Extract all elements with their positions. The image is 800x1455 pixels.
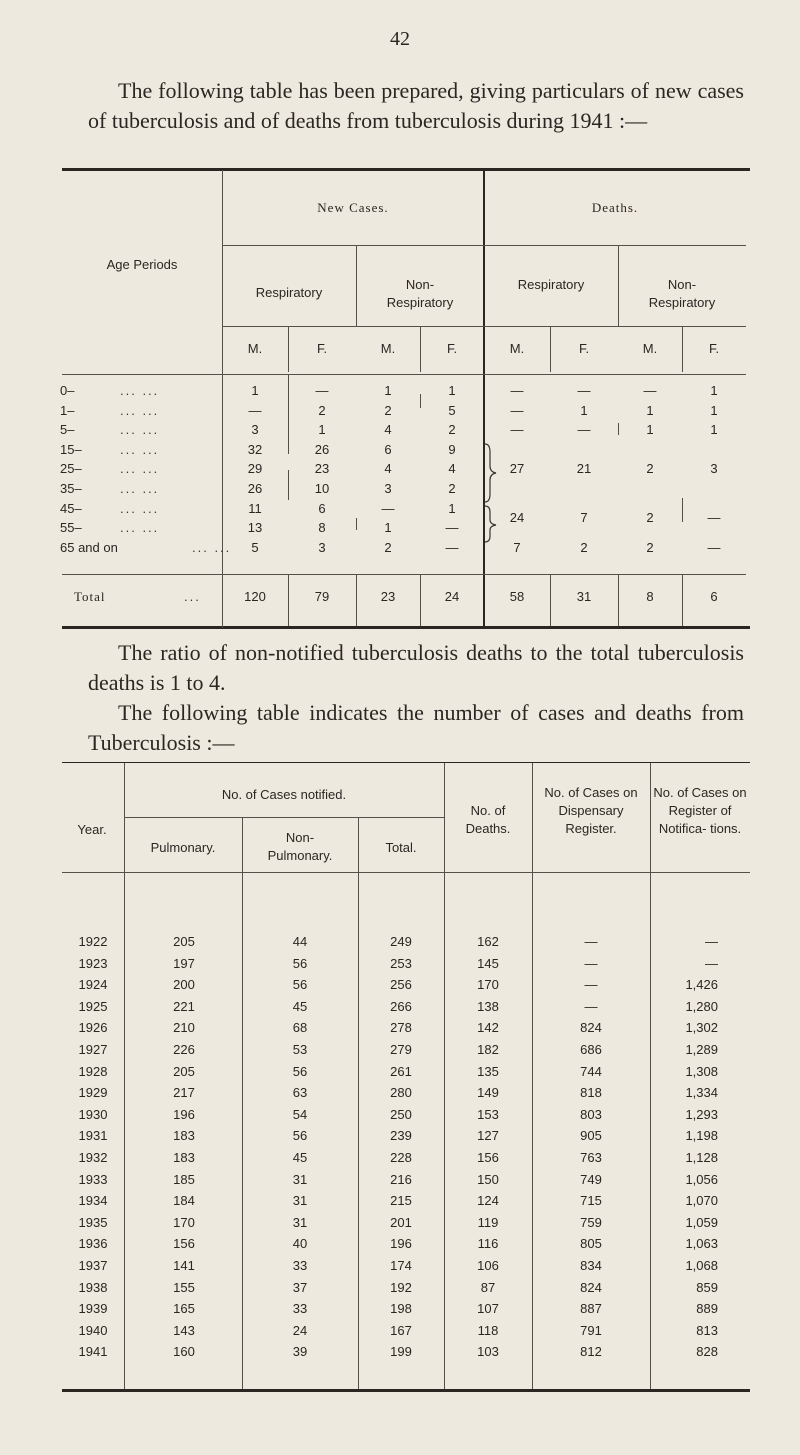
age-period-label: 15– <box>60 441 82 457</box>
table1-cell: 23 <box>314 461 330 477</box>
total-cell: 8 <box>646 589 654 604</box>
year-row-year: 1924 <box>78 977 108 993</box>
year-row-year: 1935 <box>78 1214 108 1230</box>
year-row-non_pulmonary: 31 <box>292 1171 308 1187</box>
year-row-year: 1934 <box>78 1193 108 1209</box>
year-row-register: 1,308 <box>685 1063 718 1079</box>
year-row-pulmonary: 143 <box>173 1322 195 1338</box>
table1-cell: 4 <box>448 461 456 477</box>
year-row-dispensary: — <box>584 977 598 993</box>
table1-cell: 2 <box>646 539 654 555</box>
year-row-register: 1,059 <box>685 1214 718 1230</box>
total-header: Total. <box>385 840 417 855</box>
year-row-non_pulmonary: 56 <box>292 1128 308 1144</box>
age-period-label: 65 and on <box>60 539 118 555</box>
year-row-non_pulmonary: 31 <box>292 1214 308 1230</box>
year-row-pulmonary: 141 <box>173 1258 195 1273</box>
year-row-dispensary: 818 <box>580 1085 602 1101</box>
year-row-dispensary: — <box>584 998 598 1014</box>
year-row-pulmonary: 205 <box>173 934 195 949</box>
year-row-total: 167 <box>390 1322 412 1338</box>
f-column-header: F. <box>446 341 458 356</box>
age-period-label: 25– <box>60 461 82 477</box>
table1-cell: 26 <box>247 481 263 496</box>
grouped-death-value: 27 <box>509 461 525 477</box>
year-row-deaths: 156 <box>477 1150 499 1165</box>
table1-cell: 1 <box>710 402 718 418</box>
year-row-dispensary: 749 <box>580 1171 602 1187</box>
year-row-register: 828 <box>696 1344 718 1360</box>
table1-cell: — <box>381 500 395 516</box>
table1-cell: 6 <box>384 441 392 457</box>
year-row-dispensary: 715 <box>580 1193 602 1209</box>
table1-vline <box>550 574 551 626</box>
leader-dots: ... ... <box>120 461 160 477</box>
year-row-register: 1,068 <box>685 1258 718 1273</box>
year-row-dispensary: 905 <box>580 1128 602 1144</box>
year-row-register: 1,302 <box>685 1020 718 1036</box>
grouped-death-value: — <box>707 510 721 526</box>
table1-vline <box>618 245 619 326</box>
table1-vline <box>288 374 289 454</box>
year-row-register: 1,426 <box>685 977 718 993</box>
year-row-deaths: 142 <box>477 1020 499 1036</box>
year-row-register: 1,289 <box>685 1042 718 1057</box>
brace-group <box>480 440 500 550</box>
year-row-pulmonary: 217 <box>173 1085 195 1101</box>
year-row-non_pulmonary: 68 <box>292 1020 308 1036</box>
table1-vline <box>356 518 357 530</box>
table1-cell: 2 <box>448 481 456 496</box>
table1-cell: 1 <box>251 383 259 398</box>
year-row-deaths: 150 <box>477 1171 499 1187</box>
year-row-year: 1922 <box>78 934 108 949</box>
age-period-label: 45– <box>60 500 82 516</box>
year-row-dispensary: 824 <box>580 1279 602 1295</box>
m-column-header: M. <box>247 341 263 356</box>
total-cell: 79 <box>314 589 330 604</box>
year-row-pulmonary: 197 <box>173 955 195 971</box>
deaths-header: Deaths. <box>591 200 639 215</box>
year-row-dispensary: — <box>584 955 598 971</box>
year-row-deaths: 149 <box>477 1085 499 1101</box>
f-column-header: F. <box>316 341 328 356</box>
year-row-dispensary: 803 <box>580 1106 602 1122</box>
leader-dots: ... <box>184 589 201 604</box>
table1-cell: — <box>510 402 524 418</box>
year-row-pulmonary: 185 <box>173 1171 195 1187</box>
year-row-non_pulmonary: 37 <box>292 1279 308 1295</box>
year-row-dispensary: 812 <box>580 1344 602 1360</box>
year-row-pulmonary: 210 <box>173 1020 195 1036</box>
table1-hline <box>222 245 746 246</box>
table1-cell: 10 <box>314 481 330 496</box>
ratio-paragraph <box>88 638 744 698</box>
year-row-year: 1932 <box>78 1150 108 1165</box>
year-row-pulmonary: 205 <box>173 1063 195 1079</box>
table1-cell: 13 <box>247 520 263 536</box>
table1-vline <box>288 574 289 626</box>
year-row-register: 889 <box>696 1301 718 1317</box>
year-row-deaths: 153 <box>477 1106 499 1122</box>
table1-cell: 2 <box>318 402 326 418</box>
year-row-pulmonary: 221 <box>173 998 195 1014</box>
table1-vline <box>618 423 619 435</box>
grouped-death-value: 3 <box>710 461 718 477</box>
year-row-year: 1936 <box>78 1236 108 1252</box>
year-row-deaths: 145 <box>477 955 499 971</box>
table1-vline <box>618 574 619 626</box>
year-row-year: 1937 <box>78 1258 108 1273</box>
year-row-year: 1923 <box>78 955 108 971</box>
d-respiratory-header: Respiratory <box>517 277 585 292</box>
table1-cell: 9 <box>448 441 456 457</box>
year-row-register: 1,070 <box>685 1193 718 1209</box>
year-row-year: 1927 <box>78 1042 108 1057</box>
table1-vline <box>222 170 223 628</box>
year-row-pulmonary: 155 <box>173 1279 195 1295</box>
table1-cell: — <box>445 520 459 536</box>
table1-cell: — <box>248 402 262 418</box>
table1-cell: 29 <box>247 461 263 477</box>
year-row-non_pulmonary: 54 <box>292 1106 308 1122</box>
table1-cell: 26 <box>314 441 330 457</box>
year-row-pulmonary: 183 <box>173 1128 195 1144</box>
year-row-dispensary: 791 <box>580 1322 602 1338</box>
table1-cell: — <box>643 383 657 398</box>
table2-top-rule <box>62 762 750 763</box>
year-row-register: 1,128 <box>685 1150 718 1165</box>
year-row-deaths: 103 <box>477 1344 499 1360</box>
year-row-non_pulmonary: 31 <box>292 1193 308 1209</box>
table1-cell: 3 <box>318 539 326 555</box>
year-row-deaths: 116 <box>477 1236 499 1252</box>
year-row-deaths: 127 <box>477 1128 499 1144</box>
year-row-total: 196 <box>390 1236 412 1252</box>
year-row-register: 1,293 <box>685 1106 718 1122</box>
table1-cell: — <box>577 383 591 398</box>
non-pulmonary-header: Non- Pulmonary. <box>267 830 333 863</box>
year-row-non_pulmonary: 45 <box>292 998 308 1014</box>
table1-cell: — <box>315 383 329 398</box>
year-row-register: 1,056 <box>685 1171 718 1187</box>
year-row-year: 1929 <box>78 1085 108 1101</box>
table1-vline <box>420 574 421 626</box>
table1-vline <box>420 394 421 408</box>
table1-cell: 4 <box>384 422 392 438</box>
year-row-total: 266 <box>390 998 412 1014</box>
year-row-pulmonary: 183 <box>173 1150 195 1165</box>
year-row-total: 279 <box>390 1042 412 1057</box>
year-row-non_pulmonary: 39 <box>292 1344 308 1360</box>
year-row-non_pulmonary: 56 <box>292 955 308 971</box>
pulmonary-header: Pulmonary. <box>150 840 216 855</box>
year-row-pulmonary: 200 <box>173 977 195 993</box>
year-row-total: 239 <box>390 1128 412 1144</box>
year-row-total: 249 <box>390 934 412 949</box>
table1-hline <box>222 326 746 327</box>
intro-paragraph <box>88 76 744 136</box>
table1-cell: 1 <box>646 422 654 438</box>
year-header: Year. <box>77 822 107 837</box>
table1-cell: 1 <box>646 402 654 418</box>
total-cell: 58 <box>509 589 525 604</box>
year-row-total: 201 <box>390 1214 412 1230</box>
year-row-total: 174 <box>390 1258 412 1273</box>
year-row-non_pulmonary: 24 <box>292 1322 308 1338</box>
grouped-death-value: 24 <box>509 510 525 526</box>
year-row-non_pulmonary: 33 <box>292 1258 308 1273</box>
brace-15-35 <box>485 444 496 502</box>
m-column-header: M. <box>380 341 396 356</box>
year-row-total: 199 <box>390 1344 412 1360</box>
leader-dots: ... ... <box>192 539 232 555</box>
year-row-register: — <box>705 955 718 971</box>
grouped-death-value: 2 <box>646 461 654 477</box>
year-row-year: 1938 <box>78 1279 108 1295</box>
year-row-deaths: 135 <box>477 1063 499 1079</box>
leader-dots: ... ... <box>120 422 160 438</box>
year-row-total: 215 <box>390 1193 412 1209</box>
table1-vline <box>682 326 683 372</box>
table1-cell: 1 <box>710 383 718 398</box>
year-row-deaths: 138 <box>477 998 499 1014</box>
table1-cell: 1 <box>580 402 588 418</box>
year-row-non_pulmonary: 40 <box>292 1236 308 1252</box>
year-row-non_pulmonary: 45 <box>292 1150 308 1165</box>
total-label: Total <box>74 589 106 604</box>
dispensary-register-header: No. of Cases on Dispensary Register. <box>544 785 638 836</box>
ratio-text: The ratio of non-notified tuberculosis deaths to the total tuberculosis deaths is 1 to 4. <box>88 640 744 695</box>
table1-cell: 3 <box>251 422 259 438</box>
table1-cell: 1 <box>384 520 392 536</box>
year-row-non_pulmonary: 33 <box>292 1301 308 1317</box>
year-row-non_pulmonary: 56 <box>292 977 308 993</box>
table1-cell: — <box>510 383 524 398</box>
year-row-total: 228 <box>390 1150 412 1165</box>
indicates-paragraph <box>88 698 744 758</box>
table1-hline <box>62 574 746 575</box>
leader-dots: ... ... <box>120 441 160 457</box>
year-row-year: 1930 <box>78 1106 108 1122</box>
table1-vline <box>288 326 289 372</box>
table1-cell: 2 <box>384 539 392 555</box>
brace-45-55 <box>485 506 496 542</box>
year-row-year: 1931 <box>78 1128 108 1144</box>
year-row-total: 192 <box>390 1279 412 1295</box>
nc-non-respiratory-header: Non- Respiratory <box>386 277 454 310</box>
leader-dots: ... ... <box>120 383 160 398</box>
year-row-deaths: 124 <box>477 1193 499 1209</box>
new-cases-header: New Cases. <box>317 200 389 215</box>
year-row-non_pulmonary: 56 <box>292 1063 308 1079</box>
year-row-year: 1940 <box>78 1322 108 1338</box>
table1-top-rule <box>62 168 750 171</box>
total-cell: 6 <box>710 589 718 604</box>
year-row-register: 1,063 <box>685 1236 718 1252</box>
year-row-total: 261 <box>390 1063 412 1079</box>
year-row-dispensary: — <box>584 934 598 949</box>
year-row-dispensary: 686 <box>580 1042 602 1057</box>
table1-cell: 7 <box>513 539 521 555</box>
age-period-label: 0– <box>60 383 75 398</box>
table1-hline <box>62 374 746 375</box>
age-period-label: 5– <box>60 422 75 438</box>
page-number: 42 <box>390 28 410 50</box>
table1-cell: 1 <box>384 383 392 398</box>
deaths-count-header: No. of Deaths. <box>465 803 511 836</box>
age-period-label: 1– <box>60 402 75 418</box>
year-row-total: 256 <box>390 977 412 993</box>
year-row-pulmonary: 184 <box>173 1193 195 1209</box>
table1-cell: 5 <box>251 539 259 555</box>
table2-bottom-rule <box>62 1389 750 1392</box>
year-row-pulmonary: 196 <box>173 1106 195 1122</box>
notification-register-header: No. of Cases on Register of Notifica- tions. <box>653 785 747 836</box>
year-row-register: 813 <box>696 1322 718 1338</box>
grouped-death-value: 7 <box>580 510 588 526</box>
year-row-dispensary: 887 <box>580 1301 602 1317</box>
age-periods-header: Age Periods <box>106 257 178 272</box>
year-row-pulmonary: 156 <box>173 1236 195 1252</box>
table1-vline <box>682 498 683 522</box>
year-row-pulmonary: 226 <box>173 1042 195 1057</box>
year-row-register: 1,198 <box>685 1128 718 1144</box>
total-cell: 120 <box>244 589 266 604</box>
age-period-label: 35– <box>60 481 82 496</box>
table1-cell: 1 <box>448 500 456 516</box>
year-row-dispensary: 759 <box>580 1214 602 1230</box>
table1-cell: 2 <box>448 422 456 438</box>
year-row-deaths: 87 <box>480 1279 496 1295</box>
year-row-register: 1,334 <box>685 1085 718 1101</box>
year-row-total: 198 <box>390 1301 412 1317</box>
year-row-deaths: 118 <box>477 1322 499 1338</box>
table1-cell: — <box>510 422 524 438</box>
grouped-death-value: 2 <box>646 510 654 526</box>
year-row-deaths: 107 <box>477 1301 499 1317</box>
leader-dots: ... ... <box>120 402 160 418</box>
year-row-dispensary: 744 <box>580 1063 602 1079</box>
table1-cell: 3 <box>384 481 392 496</box>
table1-cell: 2 <box>580 539 588 555</box>
year-row-dispensary: 805 <box>580 1236 602 1252</box>
year-row-non_pulmonary: 44 <box>292 934 308 949</box>
f-column-header: F. <box>708 341 720 356</box>
year-row-dispensary: 763 <box>580 1150 602 1165</box>
year-row-deaths: 106 <box>477 1258 499 1273</box>
table1-cell: 1 <box>318 422 326 438</box>
total-cell: 31 <box>576 589 592 604</box>
table2-hline <box>62 872 750 873</box>
total-cell: 23 <box>380 589 396 604</box>
cases-notified-header: No. of Cases notified. <box>221 787 347 802</box>
table1-cell: 8 <box>318 520 326 536</box>
year-row-year: 1939 <box>78 1301 108 1317</box>
year-row-deaths: 170 <box>477 977 499 993</box>
year-row-register: — <box>705 934 718 949</box>
table1-vline <box>550 326 551 372</box>
table1-cell: 4 <box>384 461 392 477</box>
year-row-register: 1,280 <box>685 998 718 1014</box>
table1-cell: 2 <box>384 402 392 418</box>
year-row-deaths: 182 <box>477 1042 499 1057</box>
year-row-year: 1928 <box>78 1063 108 1079</box>
nc-respiratory-header: Respiratory <box>255 285 323 300</box>
table1-vline <box>682 574 683 626</box>
intro-text: The following table has been prepared, giving particulars of new cases of tuberculosis and of deaths from tuberculosis during 1941 :— <box>88 78 744 133</box>
year-row-pulmonary: 170 <box>173 1214 195 1230</box>
year-row-pulmonary: 165 <box>173 1301 195 1317</box>
year-row-total: 216 <box>390 1171 412 1187</box>
table1-bottom-rule <box>62 626 750 629</box>
table1-section-divider <box>483 170 485 628</box>
leader-dots: ... ... <box>120 500 160 516</box>
table1-cell: 6 <box>318 500 326 516</box>
table1-cell: 32 <box>247 441 263 457</box>
year-row-total: 253 <box>390 955 412 971</box>
table1-cell: 1 <box>448 383 456 398</box>
year-row-dispensary: 834 <box>580 1258 602 1273</box>
grouped-death-value: 21 <box>576 461 592 477</box>
year-row-non_pulmonary: 63 <box>292 1085 308 1101</box>
table1-cell: 5 <box>448 402 456 418</box>
table1-cell: 11 <box>248 500 262 516</box>
year-row-year: 1941 <box>78 1344 108 1360</box>
indicates-text: The following table indicates the number of cases and deaths from Tuberculosis :— <box>88 700 744 755</box>
year-row-dispensary: 824 <box>580 1020 602 1036</box>
year-row-register: 859 <box>696 1279 718 1295</box>
table1-cell: — <box>445 539 459 555</box>
total-cell: 24 <box>444 589 460 604</box>
year-row-year: 1933 <box>78 1171 108 1187</box>
m-column-header: M. <box>642 341 658 356</box>
year-row-non_pulmonary: 53 <box>292 1042 308 1057</box>
year-row-year: 1925 <box>78 998 108 1014</box>
leader-dots: ... ... <box>120 481 160 496</box>
table1-cell: 1 <box>710 422 718 438</box>
m-column-header: M. <box>509 341 525 356</box>
table1-cell: — <box>707 539 721 555</box>
table1-vline <box>288 470 289 500</box>
d-non-respiratory-header: Non- Respiratory <box>648 277 716 310</box>
f-column-header: F. <box>578 341 590 356</box>
year-row-deaths: 119 <box>477 1214 499 1230</box>
year-row-year: 1926 <box>78 1020 108 1036</box>
year-row-deaths: 162 <box>477 934 499 949</box>
year-row-pulmonary: 160 <box>173 1344 195 1360</box>
table1-vline <box>356 574 357 626</box>
table2-hline <box>124 817 444 818</box>
table1-vline <box>356 245 357 326</box>
year-row-total: 278 <box>390 1020 412 1036</box>
age-period-label: 55– <box>60 520 82 536</box>
leader-dots: ... ... <box>120 520 160 536</box>
year-row-total: 280 <box>390 1085 412 1101</box>
table1-vline <box>420 326 421 372</box>
table1-cell: — <box>577 422 591 438</box>
year-row-total: 250 <box>390 1106 412 1122</box>
